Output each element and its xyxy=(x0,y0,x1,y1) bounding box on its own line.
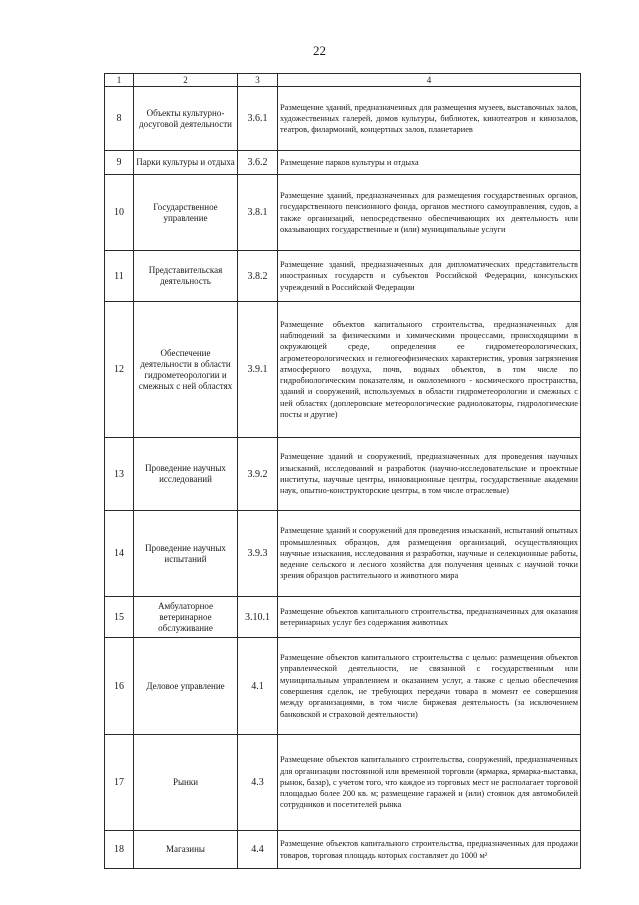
use-type-description: Размещение зданий, предназначенных для дипломатических представительств иностранных государств и субъектов Российской Федерации, консульских учреждений в Российской Федерации xyxy=(278,251,581,302)
use-type-name: Рынки xyxy=(134,735,238,831)
use-type-name: Объекты культурно-досуговой деятельности xyxy=(134,87,238,151)
table-row xyxy=(105,735,581,831)
use-type-name: Государственное управление xyxy=(134,175,238,251)
use-type-code: 3.9.2 xyxy=(238,438,278,511)
use-type-description: Размещение зданий и сооружений для проведения изысканий, испытаний опытных промышленных образцов, для размещения организаций, осуществляющих научные изыскания, исследования и разработки, научные и селекционные работы, ведение сельского и лесного хозяйства для получения ценных с научной точки зрения образцов растительного и животного мира xyxy=(278,511,581,597)
row-number: 12 xyxy=(105,302,134,438)
use-type-name: Амбулаторное ветеринарное обслуживание xyxy=(134,597,238,638)
table-row xyxy=(105,302,581,438)
use-type-name: Представительская деятельность xyxy=(134,251,238,302)
table-row xyxy=(105,511,581,597)
use-type-description: Размещение зданий и сооружений, предназначенных для проведения научных изысканий, исследований и разработок (научно-исследовательские и проектные институты, научные центры, инновационные центры, государственные академии наук, опытно-конструкторские центры, в том числе отраслевые) xyxy=(278,438,581,511)
use-type-description: Размещение парков культуры и отдыха xyxy=(278,151,581,175)
header-cell: 2 xyxy=(134,74,238,87)
row-number: 13 xyxy=(105,438,134,511)
use-type-name: Проведение научных испытаний xyxy=(134,511,238,597)
use-type-description: Размещение зданий, предназначенных для размещения государственных органов, государственного пенсионного фонда, органов местного самоуправления, судов, а также организаций, непосредственно обеспечивающих их деятельность или оказывающих государственные и (или) муниципальные услуги xyxy=(278,175,581,251)
use-type-description: Размещение зданий, предназначенных для размещения музеев, выставочных залов, художественных галерей, домов культуры, библиотек, кинотеатров и кинозалов, театров, филармоний, концертных залов, планетариев xyxy=(278,87,581,151)
use-type-code: 3.10.1 xyxy=(238,597,278,638)
use-type-code: 3.6.1 xyxy=(238,87,278,151)
row-number: 14 xyxy=(105,511,134,597)
table-row xyxy=(105,251,581,302)
use-type-code: 4.3 xyxy=(238,735,278,831)
table-row xyxy=(105,175,581,251)
row-number: 9 xyxy=(105,151,134,175)
table-row xyxy=(105,438,581,511)
header-cell: 1 xyxy=(105,74,134,87)
row-number: 15 xyxy=(105,597,134,638)
use-type-name: Деловое управление xyxy=(134,638,238,735)
page-number: 22 xyxy=(313,43,326,58)
use-type-description: Размещение объектов капитального строительства с целью: размещения объектов управленческой деятельности, не связанной с государственным или муниципальным управлением и оказанием услуг, а также с целью обеспечения совершения сделок, не требующих передачи товара в момент ее совершения между организациями, в том числе биржевая деятельность (за исключением банковской и страховой деятельности) xyxy=(278,638,581,735)
use-type-name: Проведение научных исследований xyxy=(134,438,238,511)
use-type-description: Размещение объектов капитального строительства, предназначенных для оказания ветеринарных услуг без содержания животных xyxy=(278,597,581,638)
use-type-name: Магазины xyxy=(134,831,238,869)
use-type-description: Размещение объектов капитального строительства, предназначенных для продажи товаров, торговая площадь которых составляет до 1000 м² xyxy=(278,831,581,869)
table-row xyxy=(105,638,581,735)
row-number: 18 xyxy=(105,831,134,869)
use-type-code: 3.8.1 xyxy=(238,175,278,251)
use-type-code: 4.4 xyxy=(238,831,278,869)
table-row xyxy=(105,831,581,869)
use-type-code: 4.1 xyxy=(238,638,278,735)
row-number: 10 xyxy=(105,175,134,251)
use-type-code: 3.9.3 xyxy=(238,511,278,597)
land-use-table xyxy=(104,73,581,869)
table-row xyxy=(105,87,581,151)
header-cell: 4 xyxy=(278,74,581,87)
use-type-description: Размещение объектов капитального строительства, сооружений, предназначенных для организации постоянной или временной торговли (ярмарка, ярмарка-выставка, рынок, базар), с учетом того, что каждое из торговых мест не располагает торговой площадью более 200 кв. м; размещение гаражей и (или) стоянок для автомобилей сотрудников и посетителей рынка xyxy=(278,735,581,831)
use-type-code: 3.9.1 xyxy=(238,302,278,438)
use-type-description: Размещение объектов капитального строительства, предназначенных для наблюдений за физическими и химическими процессами, происходящими в окружающей среде, определения ее гидрометеорологических, агрометеорологических и гелиогеофизических характеристик, уровня загрязнения атмосферного воздуха, почв, водных объектов, в том числе по гидробиологическим показателям, и околоземного - космического пространства, зданий и сооружений, используемых в области гидрометеорологии и смежных с ней областях (доплеровские метеорологические радиолокаторы, гидрологические посты и другие) xyxy=(278,302,581,438)
row-number: 17 xyxy=(105,735,134,831)
row-number: 16 xyxy=(105,638,134,735)
table-row xyxy=(105,151,581,175)
use-type-code: 3.6.2 xyxy=(238,151,278,175)
row-number: 8 xyxy=(105,87,134,151)
row-number: 11 xyxy=(105,251,134,302)
use-type-name: Парки культуры и отдыха xyxy=(134,151,238,175)
table-header-row xyxy=(105,74,581,87)
use-type-code: 3.8.2 xyxy=(238,251,278,302)
use-type-name: Обеспечение деятельности в области гидрометеорологии и смежных с ней областях xyxy=(134,302,238,438)
header-cell: 3 xyxy=(238,74,278,87)
table-row xyxy=(105,597,581,638)
